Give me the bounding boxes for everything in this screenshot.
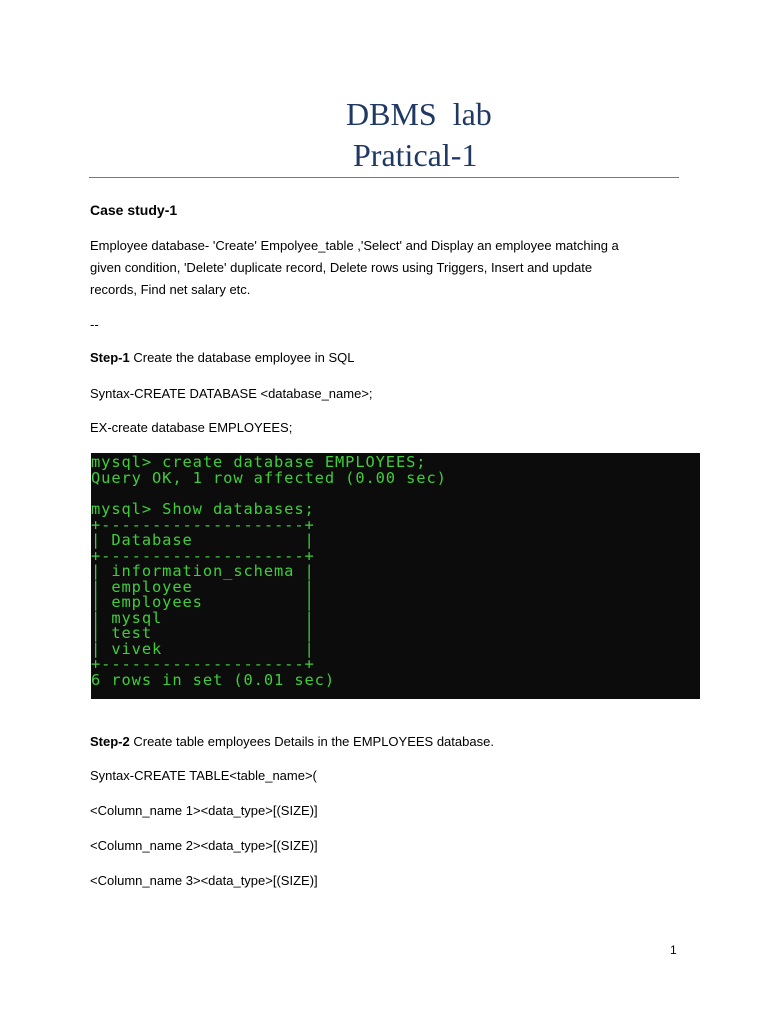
step-2-column-3: <Column_name 3><data_type>[(SIZE)] <box>90 873 318 888</box>
terminal-line: | employee | <box>91 578 315 596</box>
mysql-terminal-screenshot <box>91 453 700 699</box>
terminal-line: mysql> create database EMPLOYEES; <box>91 453 427 471</box>
terminal-line: +--------------------+ <box>91 516 315 534</box>
terminal-line: | employees | <box>91 593 315 611</box>
step-2-syntax: Syntax-CREATE TABLE<table_name>( <box>90 768 317 783</box>
step-1-label: Step-1 <box>90 350 130 365</box>
case-study-description-line-2: given condition, 'Delete' duplicate record, Delete rows using Triggers, Insert and update <box>90 260 593 275</box>
step-2-column-2: <Column_name 2><data_type>[(SIZE)] <box>90 838 318 853</box>
terminal-line: | Database | <box>91 531 315 549</box>
terminal-line: +--------------------+ <box>91 655 315 673</box>
terminal-line: Query OK, 1 row affected (0.00 sec) <box>91 469 447 487</box>
terminal-line: | information_schema | <box>91 562 315 580</box>
title-divider <box>89 177 679 178</box>
step-1-text: Create the database employee in SQL <box>129 350 355 365</box>
terminal-line: | mysql | <box>91 609 315 627</box>
case-study-heading: Case study-1 <box>90 202 178 218</box>
case-study-description-line-3: records, Find net salary etc. <box>90 282 251 297</box>
step-2-column-1: <Column_name 1><data_type>[(SIZE)] <box>90 803 318 818</box>
step-1-paragraph <box>90 347 355 369</box>
step-2-paragraph <box>90 731 494 753</box>
terminal-line: +--------------------+ <box>91 547 315 565</box>
document-subtitle: Pratical-1 <box>353 137 478 173</box>
document-title: DBMS lab <box>346 96 492 132</box>
step-2-text: Create table employees Details in the EMPLOYEES database. <box>129 734 494 749</box>
terminal-line: mysql> Show databases; <box>91 500 315 518</box>
step-2-label: Step-2 <box>90 734 130 749</box>
terminal-line: | test | <box>91 624 315 642</box>
separator-text: -- <box>90 317 99 332</box>
step-1-syntax: Syntax-CREATE DATABASE <database_name>; <box>90 386 373 401</box>
terminal-line: 6 rows in set (0.01 sec) <box>91 671 335 689</box>
terminal-line: | vivek | <box>91 640 315 658</box>
page-number: 1 <box>670 943 677 957</box>
step-1-example: EX-create database EMPLOYEES; <box>90 420 293 435</box>
case-study-description-line-1: Employee database- 'Create' Empolyee_table ,'Select' and Display an employee matching a <box>90 238 619 253</box>
